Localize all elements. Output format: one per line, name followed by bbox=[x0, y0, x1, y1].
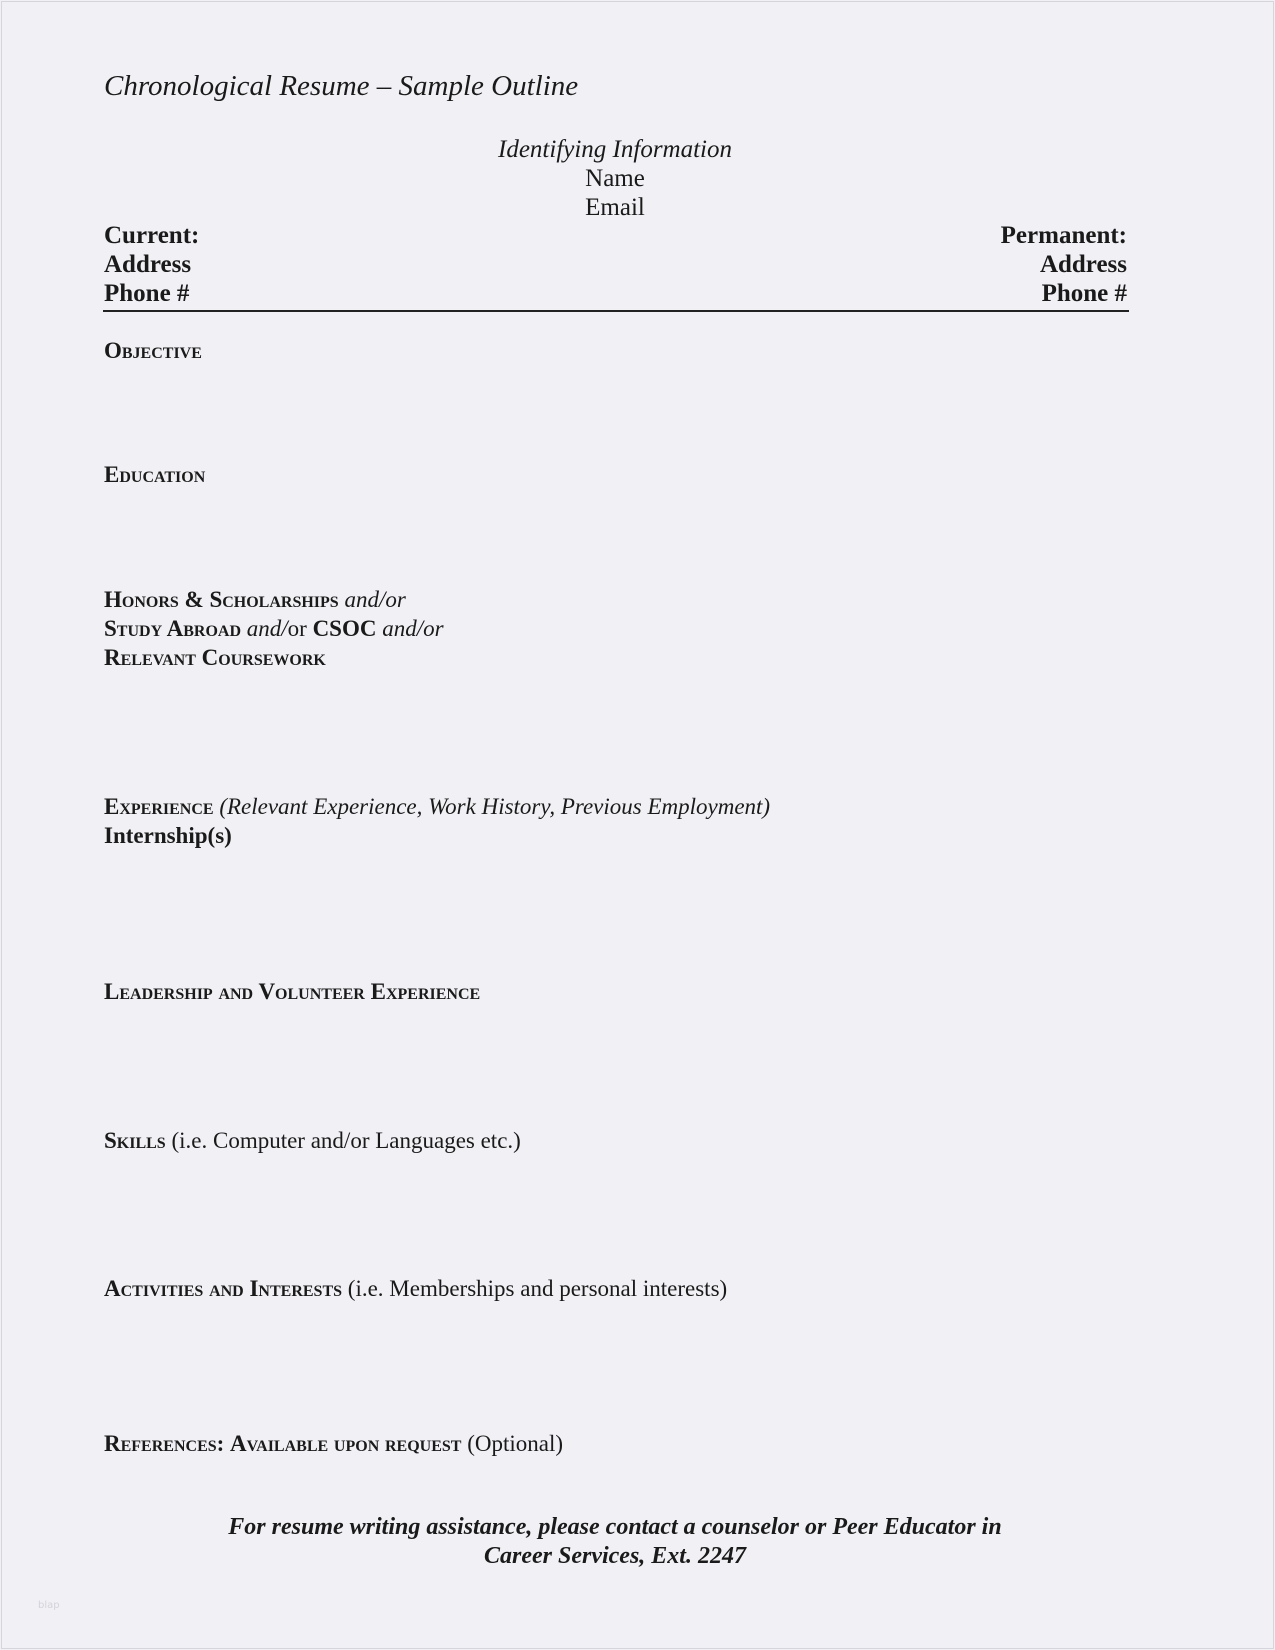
identifying-heading: Identifying Information bbox=[498, 136, 732, 163]
skills-note: (i.e. Computer and/or Languages etc.) bbox=[171, 1128, 521, 1153]
identifying-information bbox=[104, 135, 1126, 222]
honors-line-2 bbox=[104, 614, 444, 643]
references-section bbox=[104, 1429, 563, 1458]
permanent-label: Permanent: bbox=[1000, 222, 1127, 249]
permanent-phone: Phone # bbox=[1041, 280, 1127, 307]
leadership-section bbox=[104, 977, 480, 1006]
header-divider bbox=[103, 310, 1129, 312]
watermark: blap bbox=[38, 1600, 60, 1611]
email-line: Email bbox=[585, 194, 645, 221]
experience-section bbox=[104, 792, 770, 850]
study-abroad-heading: Study Abroad bbox=[104, 616, 241, 641]
objective-section bbox=[104, 336, 202, 365]
skills-section bbox=[104, 1126, 521, 1155]
references-note: (Optional) bbox=[467, 1431, 564, 1456]
activities-heading: Activities and Interests bbox=[104, 1276, 343, 1301]
csoc-heading: CSOC bbox=[312, 616, 377, 641]
document-title: Chronological Resume – Sample Outline bbox=[104, 70, 579, 102]
footer-note bbox=[104, 1513, 1126, 1571]
honors-line-3 bbox=[104, 643, 444, 672]
coursework-heading: Relevant Coursework bbox=[104, 645, 326, 670]
references-value: Available upon request bbox=[230, 1431, 462, 1456]
skills-heading: Skills bbox=[104, 1128, 166, 1153]
permanent-contact bbox=[1001, 221, 1127, 308]
name-line: Name bbox=[585, 165, 645, 192]
leadership-heading: Leadership and Volunteer Experience bbox=[104, 979, 481, 1004]
current-label: Current: bbox=[104, 222, 200, 249]
objective-heading: Objective bbox=[104, 338, 202, 363]
education-section bbox=[104, 460, 205, 489]
experience-heading: Experience bbox=[104, 794, 214, 819]
experience-note: (Relevant Experience, Work History, Previous Employment) bbox=[219, 794, 771, 819]
activities-note: (i.e. Memberships and personal interests) bbox=[347, 1276, 728, 1301]
honors-heading: Honors & Scholarships bbox=[104, 587, 339, 612]
experience-line bbox=[104, 792, 770, 821]
honors-section bbox=[104, 585, 444, 672]
footer-line-1: For resume writing assistance, please contact a counselor or Peer Educator in bbox=[228, 1514, 1002, 1540]
footer-line-2: Career Services, Ext. 2247 bbox=[484, 1543, 746, 1569]
study-abroad-and: and/ bbox=[246, 616, 288, 641]
activities-section bbox=[104, 1274, 727, 1303]
study-abroad-or: or bbox=[287, 616, 307, 641]
honors-andor: and/or bbox=[344, 587, 406, 612]
references-heading: References: bbox=[104, 1431, 225, 1456]
permanent-address: Address bbox=[1039, 251, 1127, 278]
honors-line-1 bbox=[104, 585, 444, 614]
csoc-andor: and/or bbox=[382, 616, 444, 641]
current-phone: Phone # bbox=[104, 280, 190, 307]
internships-subheading: Internship(s) bbox=[104, 823, 232, 848]
current-contact bbox=[104, 221, 199, 308]
education-heading: Education bbox=[104, 462, 206, 487]
current-address: Address bbox=[104, 251, 192, 278]
